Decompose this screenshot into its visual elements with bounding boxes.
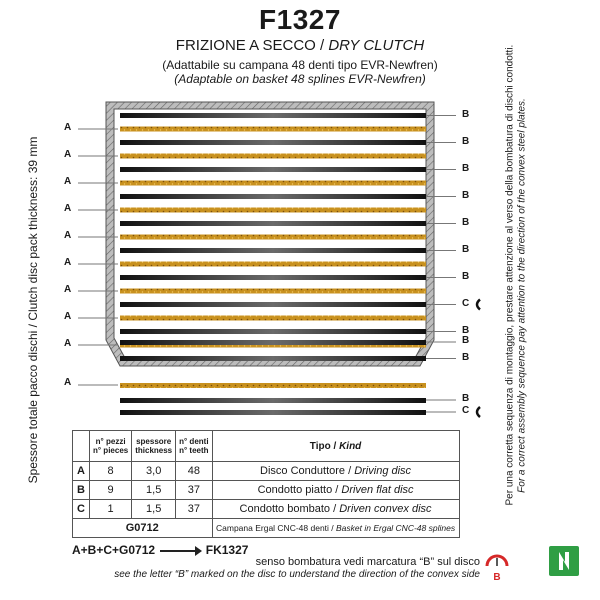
driven-disc bbox=[120, 275, 426, 280]
row-description-italian: Condotto piatto / bbox=[257, 484, 339, 496]
table-row bbox=[73, 462, 460, 481]
basket-description-english: Basket in Ergal CNC-48 splines bbox=[336, 523, 456, 533]
driven-disc-label: B bbox=[462, 393, 470, 404]
kit-formula bbox=[72, 543, 248, 557]
driven-disc-label: B bbox=[462, 108, 470, 120]
convex-bracket-icon bbox=[477, 407, 480, 417]
arrow-right-icon bbox=[160, 550, 200, 552]
convex-marker-icon bbox=[484, 552, 510, 582]
row-letter: C bbox=[73, 500, 90, 519]
row-description-english: Driven convex disc bbox=[339, 503, 432, 515]
driving-disc-label: A bbox=[64, 377, 72, 388]
row-pieces: 9 bbox=[90, 481, 132, 500]
basket-code: G0712 bbox=[73, 519, 213, 538]
driven-disc bbox=[120, 302, 426, 307]
kind-header bbox=[212, 431, 459, 462]
pieces-header: n° pezzi n° pieces bbox=[90, 431, 132, 462]
driving-disc-label: A bbox=[64, 176, 72, 187]
driven-disc bbox=[120, 221, 426, 226]
brand-logo bbox=[549, 546, 579, 576]
driving-disc-label: A bbox=[64, 257, 72, 268]
driving-disc bbox=[120, 154, 426, 159]
row-thickness: 1,5 bbox=[132, 481, 176, 500]
convex-direction-note-italian: senso bombatura vedi marcatura “B” sul disco bbox=[255, 556, 480, 568]
table-row bbox=[73, 519, 460, 538]
convex-bracket-icon bbox=[477, 300, 480, 310]
driven-disc-label: B bbox=[462, 243, 470, 255]
basket-description bbox=[212, 519, 459, 538]
row-thickness: 1,5 bbox=[132, 500, 176, 519]
convex-direction-note-english: see the letter “B” marked on the disc to understand the direction of the convex side bbox=[114, 569, 480, 580]
spec-table bbox=[72, 430, 460, 538]
row-description-italian: Condotto bombato / bbox=[239, 503, 337, 515]
driving-disc-label: A bbox=[64, 122, 72, 133]
driven-disc bbox=[120, 340, 426, 345]
marker-letter: B bbox=[493, 572, 501, 582]
driving-disc bbox=[120, 235, 426, 240]
driven-disc-label: B bbox=[462, 135, 470, 147]
row-description-english: Driven flat disc bbox=[341, 484, 414, 496]
row-pieces: 1 bbox=[90, 500, 132, 519]
driven-disc-label: C bbox=[462, 297, 470, 309]
table-row bbox=[73, 481, 460, 500]
table-row bbox=[73, 500, 460, 519]
blank-header bbox=[73, 431, 90, 462]
compatibility-note-italian: (Adattabile su campana 48 denti tipo EVR-Newfren) bbox=[162, 58, 438, 72]
driven-disc bbox=[120, 410, 426, 415]
driven-disc bbox=[120, 194, 426, 199]
driven-disc-label: B bbox=[462, 270, 470, 282]
driving-disc bbox=[120, 208, 426, 213]
driven-disc-label: B bbox=[462, 216, 470, 228]
driven-disc-label: B bbox=[462, 189, 470, 201]
driven-disc-label: C bbox=[462, 405, 470, 416]
row-description bbox=[212, 481, 459, 500]
driven-disc bbox=[120, 398, 426, 403]
pack-thickness-label: Spessore totale pacco dischi / Clutch disc pack thickness: 39 mm bbox=[26, 136, 40, 484]
driving-disc-label: A bbox=[64, 338, 72, 349]
driven-disc bbox=[120, 356, 426, 361]
lightning-logo-icon bbox=[549, 546, 579, 576]
row-description-italian: Disco Conduttore / bbox=[260, 465, 352, 477]
product-code-title: F1327 bbox=[259, 4, 341, 35]
driving-disc bbox=[120, 181, 426, 186]
driving-disc bbox=[120, 262, 426, 267]
driven-disc bbox=[120, 329, 426, 334]
driving-disc-label: A bbox=[64, 203, 72, 214]
kind-header-english: Kind bbox=[339, 440, 362, 452]
row-description bbox=[212, 462, 459, 481]
assembly-note-english: For a correct assembly sequence pay attention to the direction of the convex steel plates. bbox=[516, 98, 528, 493]
driving-disc bbox=[120, 316, 426, 321]
driving-disc-label: A bbox=[64, 230, 72, 241]
basket-description-italian: Campana Ergal CNC-48 denti / bbox=[216, 523, 334, 533]
driven-disc-label: B bbox=[462, 351, 470, 363]
row-teeth: 37 bbox=[176, 481, 212, 500]
driving-disc bbox=[120, 127, 426, 132]
driving-disc-label: A bbox=[64, 149, 72, 160]
driving-disc bbox=[120, 383, 426, 388]
kit-code: FK1327 bbox=[205, 543, 249, 557]
compatibility-note-english: (Adaptable on basket 48 splines EVR-Newfren) bbox=[174, 72, 426, 86]
driving-disc-label: A bbox=[64, 284, 72, 295]
subtitle-english: DRY CLUTCH bbox=[328, 37, 425, 54]
kind-header-italian: Tipo / bbox=[309, 440, 337, 452]
row-description-english: Driving disc bbox=[354, 465, 412, 477]
driving-disc bbox=[120, 289, 426, 294]
driven-disc bbox=[120, 113, 426, 118]
row-pieces: 8 bbox=[90, 462, 132, 481]
thickness-header: spessore thickness bbox=[132, 431, 176, 462]
row-letter: A bbox=[73, 462, 90, 481]
kit-components: A+B+C+G0712 bbox=[72, 543, 156, 557]
driven-disc-label: B bbox=[462, 324, 470, 336]
teeth-header: n° denti n° teeth bbox=[176, 431, 212, 462]
assembly-note-italian: Per una corretta sequenza di montaggio, prestare attenzione al verso della bombatura di dischi condotti. bbox=[504, 44, 516, 506]
row-teeth: 48 bbox=[176, 462, 212, 481]
driven-disc-label: B bbox=[462, 335, 470, 346]
driven-disc-label: B bbox=[462, 162, 470, 174]
row-description bbox=[212, 500, 459, 519]
driving-disc-label: A bbox=[64, 311, 72, 322]
driven-disc bbox=[120, 140, 426, 145]
row-letter: B bbox=[73, 481, 90, 500]
driven-disc bbox=[120, 248, 426, 253]
row-teeth: 37 bbox=[176, 500, 212, 519]
row-thickness: 3,0 bbox=[132, 462, 176, 481]
driven-disc bbox=[120, 167, 426, 172]
subtitle-italian: FRIZIONE A SECCO / bbox=[175, 37, 325, 54]
